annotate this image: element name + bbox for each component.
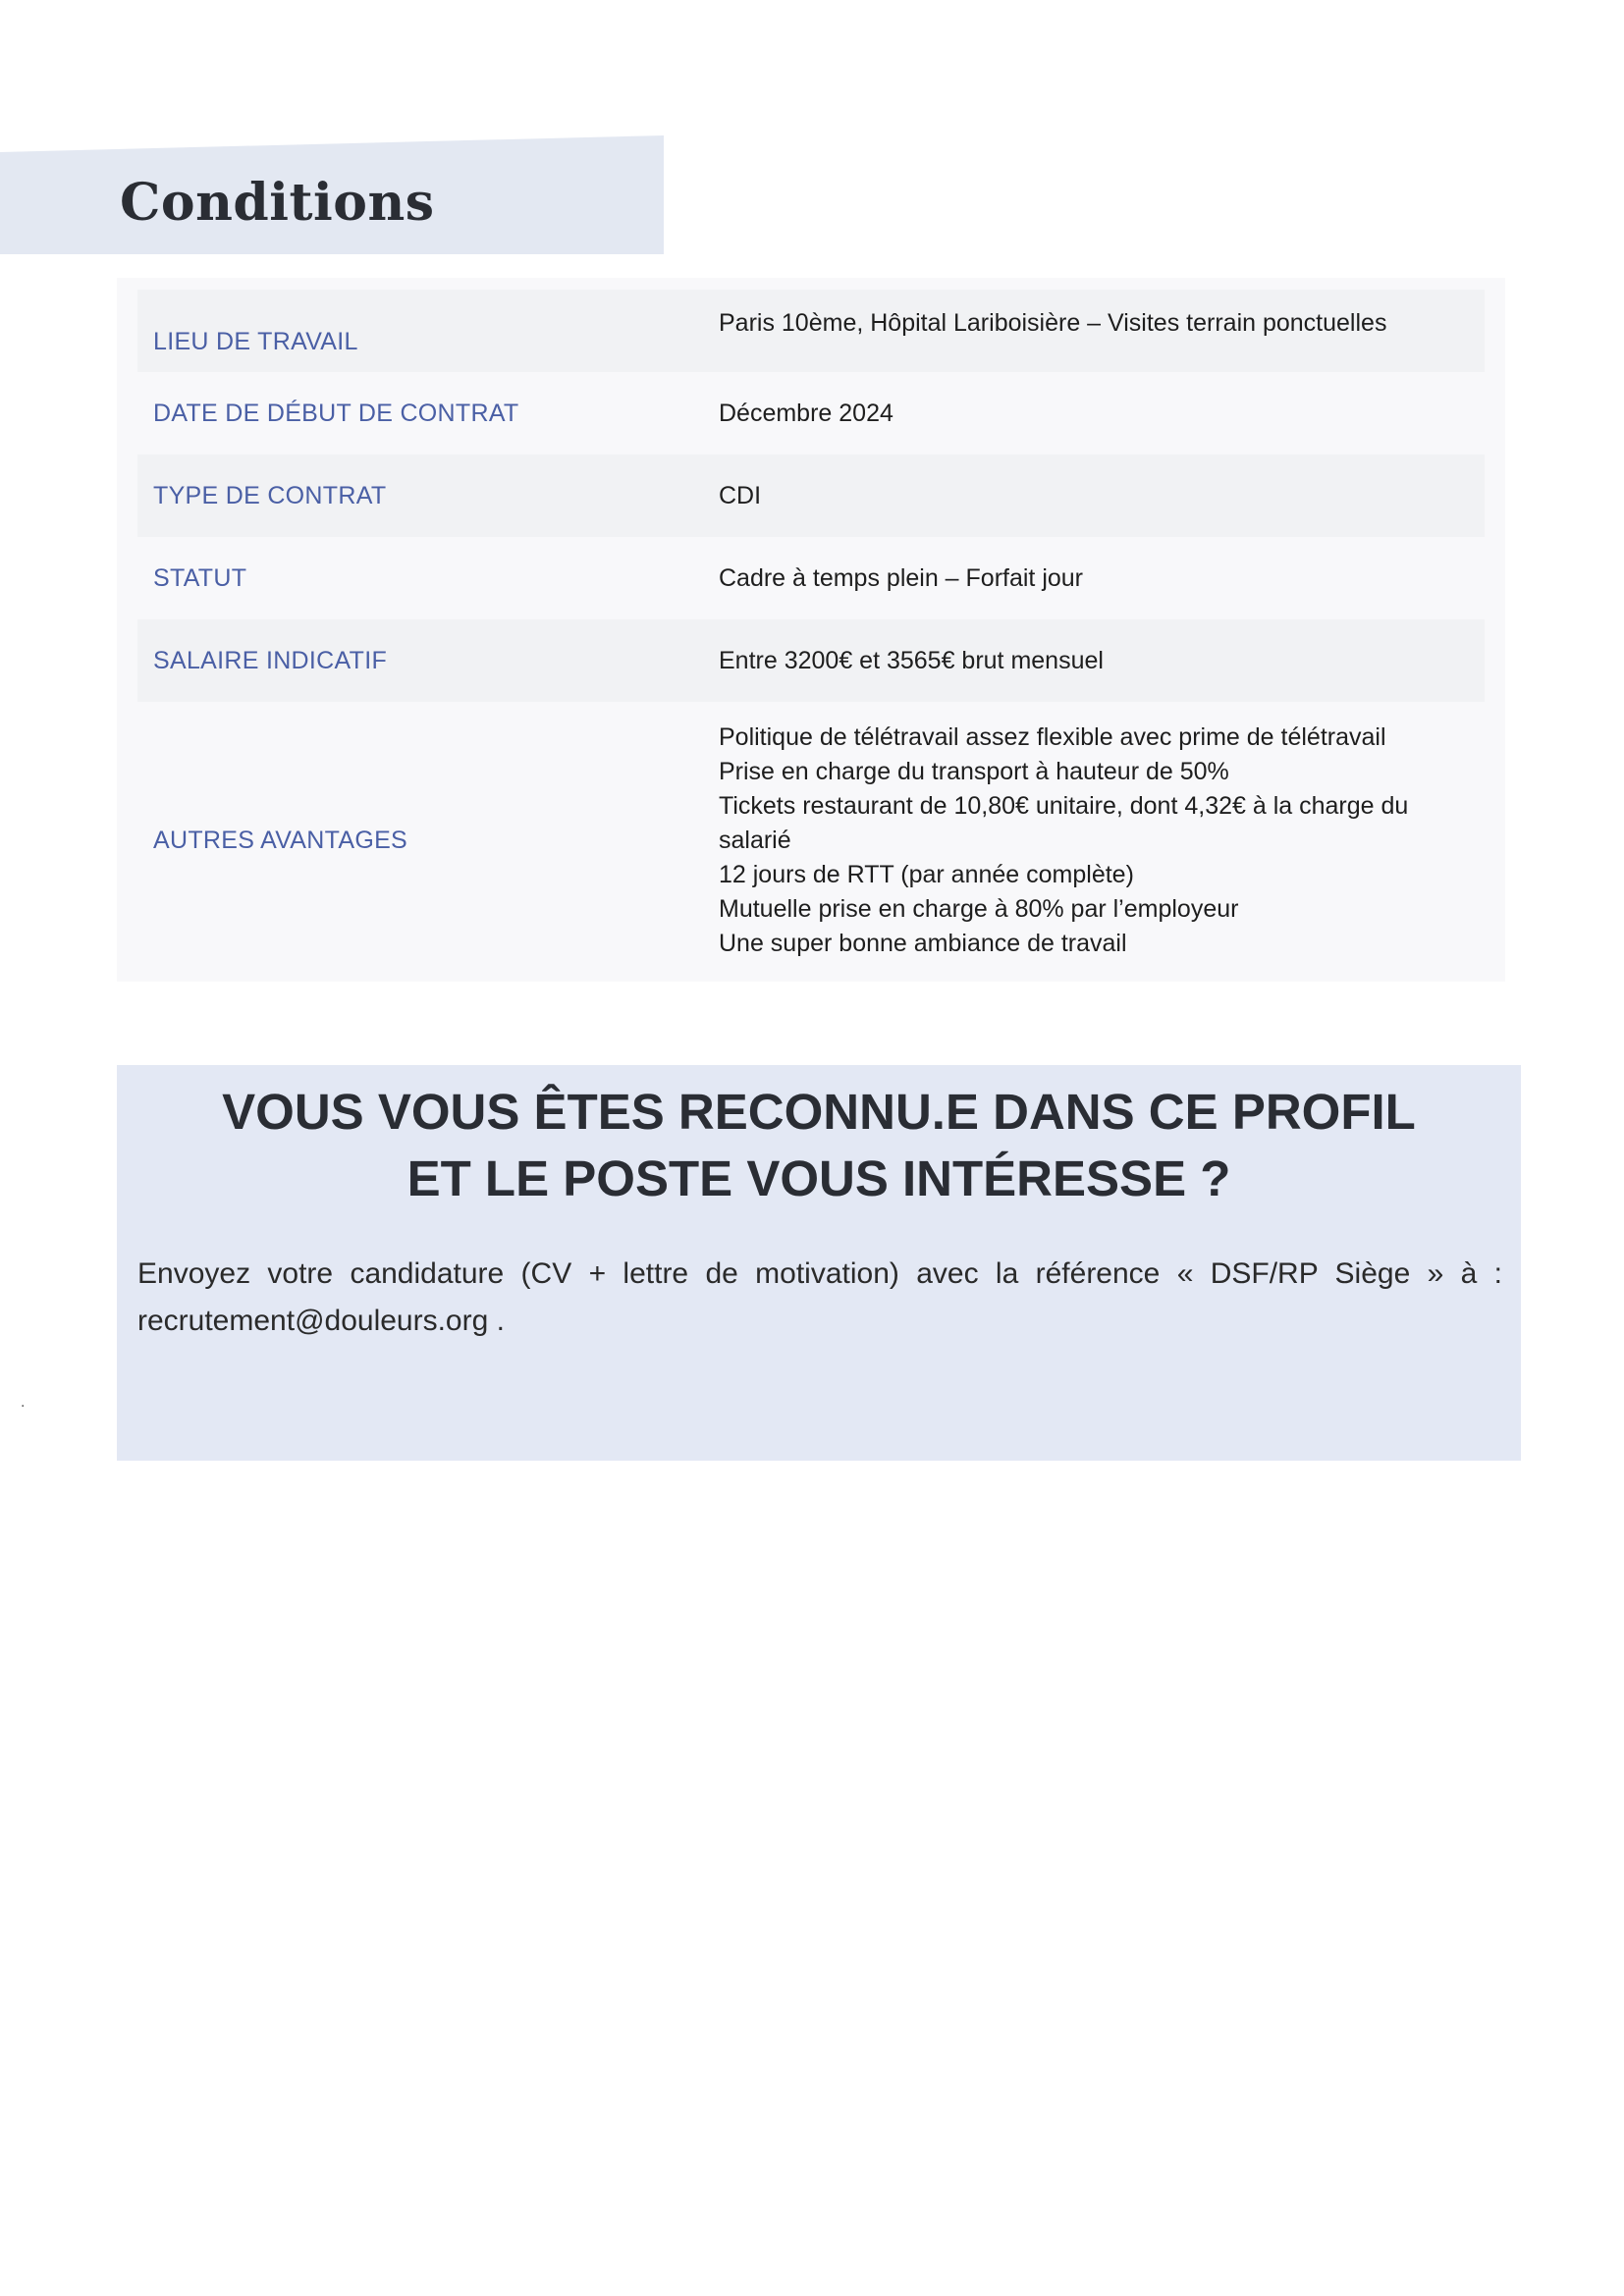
condition-value-line: Entre 3200€ et 3565€ brut mensuel <box>719 646 1104 674</box>
application-title-line: VOUS VOUS ÊTES RECONNU.E DANS CE PROFIL <box>222 1084 1416 1140</box>
condition-label: AUTRES AVANTAGES <box>153 826 408 854</box>
condition-value-line: 12 jours de RTT (par année complète) <box>719 860 1134 888</box>
condition-row-salaire <box>137 619 1485 702</box>
condition-value-line: Mutuelle prise en charge à 80% par l’employeur <box>719 894 1239 923</box>
condition-row-date <box>137 372 1485 454</box>
condition-value-line: Prise en charge du transport à hauteur de 50% <box>719 757 1229 785</box>
application-panel <box>117 1065 1521 1461</box>
condition-label: SALAIRE INDICATIF <box>153 646 388 674</box>
condition-row-avantages <box>137 702 1485 979</box>
condition-value-line: CDI <box>719 481 762 509</box>
condition-value <box>719 397 1485 431</box>
condition-value-line: Tickets restaurant de 10,80€ unitaire, dont 4,32€ à la charge du salarié <box>719 791 1409 854</box>
condition-value-line: Politique de télétravail assez flexible avec prime de télétravail <box>719 722 1386 751</box>
trailing-dot: . <box>21 1394 26 1411</box>
condition-label: TYPE DE CONTRAT <box>153 481 387 509</box>
condition-value-line: Décembre 2024 <box>719 399 893 427</box>
condition-value-line: Une super bonne ambiance de travail <box>719 929 1127 957</box>
section-heading: Conditions <box>120 173 435 233</box>
condition-value <box>719 561 1485 596</box>
condition-value <box>719 721 1485 961</box>
condition-value-line: Cadre à temps plein – Forfait jour <box>719 563 1084 592</box>
application-instructions: Envoyez votre candidature (CV + lettre de motivation) avec la référence « DSF/RP Siège » à : recrutement@douleurs.org . <box>137 1257 1502 1337</box>
conditions-table <box>137 290 1485 979</box>
condition-row-statut <box>137 537 1485 619</box>
condition-label: LIEU DE TRAVAIL <box>153 327 358 355</box>
application-title <box>117 1079 1521 1212</box>
condition-value <box>719 644 1485 678</box>
condition-row-type <box>137 454 1485 537</box>
condition-label: DATE DE DÉBUT DE CONTRAT <box>153 399 519 427</box>
condition-value <box>719 306 1485 341</box>
condition-row-lieu <box>137 290 1485 372</box>
condition-value <box>719 479 1485 513</box>
condition-label: STATUT <box>153 563 247 592</box>
application-title-line: ET LE POSTE VOUS INTÉRESSE ? <box>406 1150 1231 1206</box>
condition-value-line: Paris 10ème, Hôpital Lariboisière – Visites terrain ponctuelles <box>719 308 1387 337</box>
